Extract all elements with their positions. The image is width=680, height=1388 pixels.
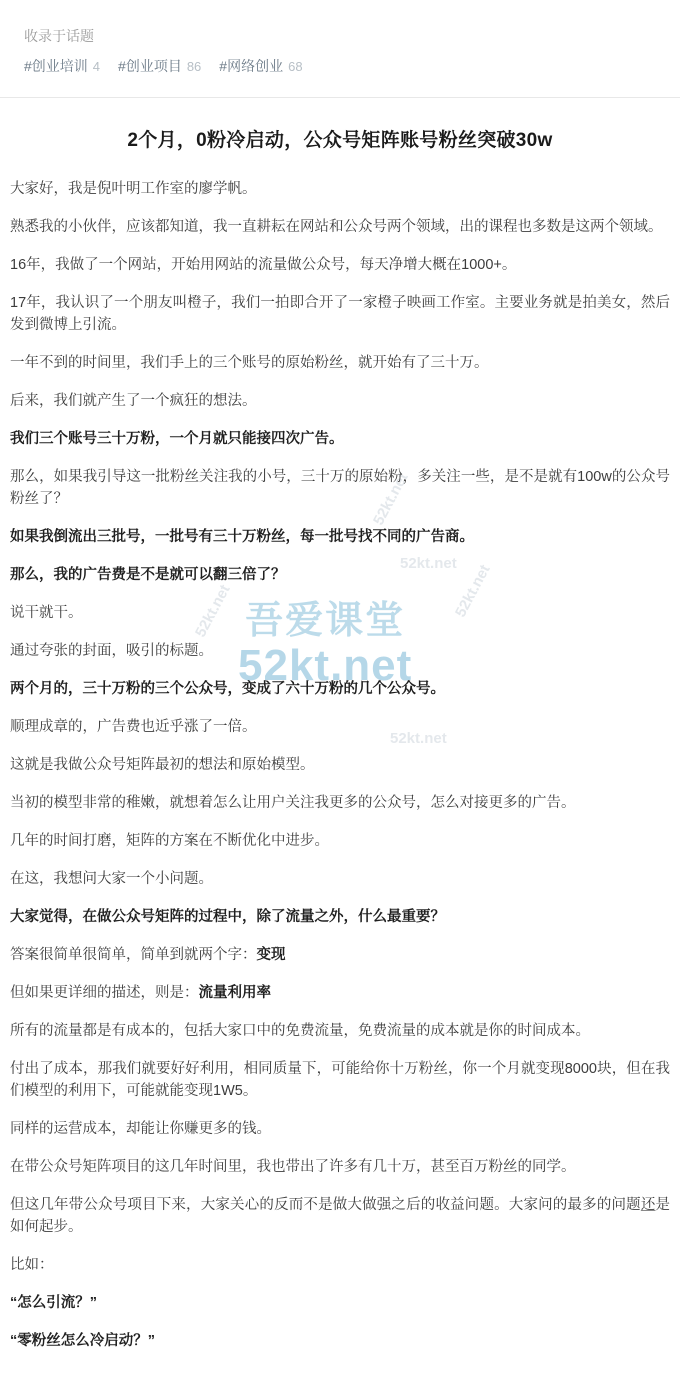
watermark-text: 52kt.net — [452, 561, 494, 620]
article-paragraph-bold: 如果我倒流出三批号，一批号有三十万粉丝，每一批号找不同的广告商。 — [10, 529, 474, 545]
topic-tag-1[interactable] — [118, 56, 201, 77]
watermark-text: 52kt.net — [192, 581, 234, 640]
article-paragraph-bold: “怎么引流？” — [10, 1295, 97, 1311]
article-paragraph-detail — [8, 982, 672, 1004]
watermark-text: 52kt.net — [370, 469, 412, 528]
article-paragraph-bold: 那么，我的广告费是不是就可以翻三倍了？ — [10, 567, 286, 583]
topic-tag-name: #创业项目 — [118, 58, 182, 74]
article-paragraph: 这就是我做公众号矩阵最初的想法和原始模型。 — [10, 757, 315, 773]
article-paragraph: 一年不到的时间里，我们手上的三个账号的原始粉丝，就开始有了三十万。 — [10, 355, 489, 371]
answer-prefix: 答案很简单很简单，简单到就两个字： — [10, 947, 257, 963]
article-paragraph: 在这，我想问大家一个小问题。 — [10, 871, 213, 887]
topic-header — [0, 0, 680, 91]
article-paragraph: 大家好，我是倪叶明工作室的廖学帆。 — [10, 181, 257, 197]
article-paragraph: 所有的流量都是有成本的，包括大家口中的免费流量，免费流量的成本就是你的时间成本。 — [10, 1023, 590, 1039]
underline-word: 还 — [640, 1197, 656, 1213]
article-paragraph: 同样的运营成本，却能让你赚更多的钱。 — [10, 1121, 271, 1137]
topic-tag-name: #网络创业 — [219, 58, 284, 74]
article-body — [0, 126, 680, 1388]
article-paragraph-underline — [8, 1194, 672, 1238]
article-paragraph-bold: 大家觉得，在做公众号矩阵的过程中，除了流量之外，什么最重要？ — [10, 909, 445, 925]
detail-prefix: 但如果更详细的描述，则是： — [10, 985, 199, 1001]
article-paragraph: 付出了成本，那我们就要好好利用，相同质量下，可能给你十万粉丝，你一个月就变现8000块，但在我们模型的利用下，可能就能变现1W5。 — [10, 1061, 670, 1099]
topic-tag-count: 86 — [186, 59, 202, 74]
article-title: 2个月，0粉冷启动，公众号矩阵账号粉丝突破30w — [127, 130, 553, 151]
article-paragraph: 17年，我认识了一个朋友叫橙子，我们一拍即合开了一家橙子映画工作室。主要业务就是拍美女，然后发到微博上引流。 — [10, 295, 670, 333]
article-paragraph-answer — [8, 944, 672, 966]
article-paragraph-bold: “零粉丝怎么冷启动？” — [10, 1333, 155, 1349]
article-paragraph-bold: 两个月的，三十万粉的三个公众号，变成了六十万粉的几个公众号。 — [10, 681, 445, 697]
watermark-brand-en: 52kt.net — [238, 641, 413, 690]
article-paragraph: 当初的模型非常的稚嫩，就想着怎么让用户关注我更多的公众号，怎么对接更多的广告。 — [10, 795, 576, 811]
article-paragraph: 后来，我们就产生了一个疯狂的想法。 — [10, 393, 257, 409]
article-paragraph: 说干就干。 — [10, 605, 83, 621]
article-paragraph: 在带公众号矩阵项目的这几年时间里，我也带出了许多有几十万，甚至百万粉丝的同学。 — [10, 1159, 576, 1175]
underline-prefix: 但这几年带公众号项目下来，大家关心的反而不是做大做强之后的收益问题。大家问的最多的问题 — [10, 1197, 641, 1213]
watermark-brand-cn: 吾爱课堂 — [245, 600, 406, 642]
topic-tag-list — [24, 56, 656, 77]
watermark-text: 52kt.net — [390, 730, 447, 747]
article-paragraph: 熟悉我的小伙伴，应该都知道，我一直耕耘在网站和公众号两个领域，出的课程也多数是这两个领域。 — [10, 219, 663, 235]
topic-label: 收录于话题 — [24, 28, 94, 44]
article-paragraph: 16年，我做了一个网站，开始用网站的流量做公众号，每天净增大概在1000+。 — [10, 257, 517, 273]
watermark-text: 52kt.net — [400, 555, 457, 572]
topic-tag-count: 68 — [288, 59, 303, 74]
topic-tag-name: #创业培训 — [24, 58, 88, 74]
underline-suffix: 是如何起步。 — [10, 1197, 670, 1235]
article-paragraph-bold: 我们三个账号三十万粉，一个月就只能接四次广告。 — [10, 431, 344, 447]
article-paragraph: 那么，如果我引导这一批粉丝关注我的小号，三十万的原始粉，多关注一些，是不是就有100w的公众号粉丝了？ — [10, 469, 670, 507]
article-paragraph: 几年的时间打磨，矩阵的方案在不断优化中进步。 — [10, 833, 329, 849]
article-paragraph: 比如： — [10, 1257, 54, 1273]
topic-tag-count: 4 — [92, 59, 101, 74]
detail-highlight: 流量利用率 — [198, 985, 271, 1001]
article-paragraph: 通过夸张的封面，吸引的标题。 — [10, 643, 213, 659]
topic-tag-0[interactable] — [24, 56, 100, 77]
topic-tag-2[interactable] — [219, 56, 302, 77]
header-divider — [0, 97, 680, 98]
answer-highlight: 变现 — [256, 947, 286, 963]
article-paragraph: 顺理成章的，广告费也近乎涨了一倍。 — [10, 719, 257, 735]
